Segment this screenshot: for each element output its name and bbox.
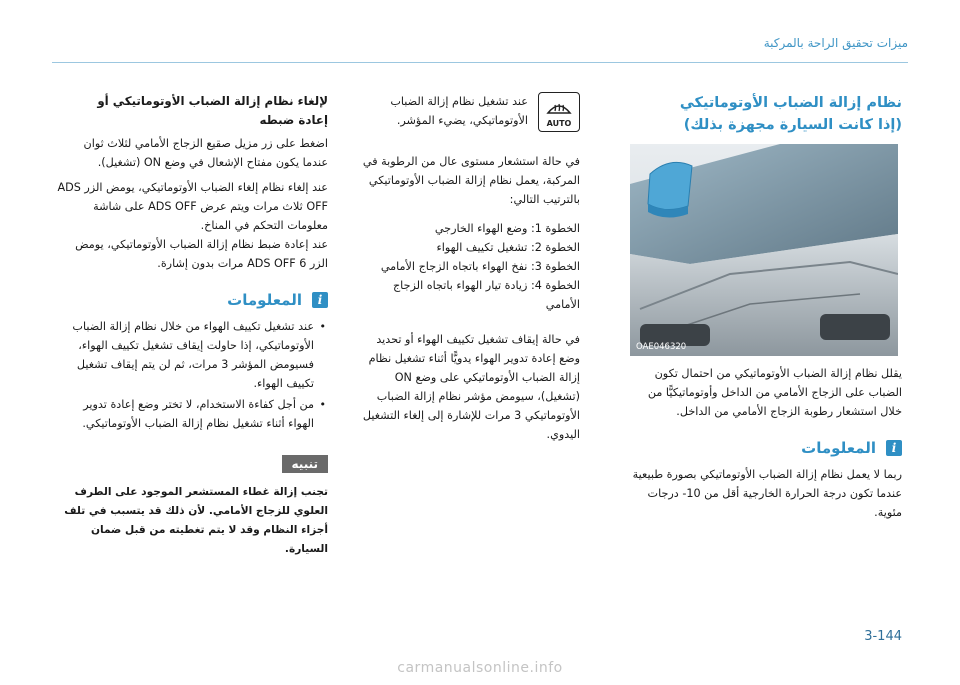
section-title-line1: نظام إزالة الضباب الأوتوماتيكي — [679, 95, 902, 111]
page-number: 3-144 — [864, 629, 902, 644]
cancel-heading — [56, 92, 328, 130]
cancel-heading-line1: لإلغاء نظام إزالة الضباب الأوتوماتيكي أو — [97, 94, 328, 108]
left-column — [56, 92, 328, 559]
auto-button-row — [358, 92, 580, 132]
info-bullet: • عند تشغيل تكييف الهواء من خلال نظام إزالة الضباب الأوتوماتيكي، إذا حاولت إيقاف تشغيل تكييف الهواء، فسيومض المؤشر 3 مرات، ثم لن يتم إيقاف تشغيل تكييف الهواء. — [56, 317, 314, 393]
intro-paragraph: يقلل نظام إزالة الضباب الأوتوماتيكي من احتمال تكون الضباب على الزجاج الأمامي من الداخل وأوتوماتيكيًّا من خلال استشعار رطوبة الزجاج الأمامي من الداخل. — [647, 367, 902, 418]
right-column — [630, 92, 902, 522]
figure-code: OAE046320 — [636, 342, 687, 352]
manual-override-paragraph: في حالة إيقاف تشغيل تكييف الهواء أو تحديد وضع إعادة تدوير الهواء يدويًّا أثناء تشغيل نظام إزالة الضباب الأوتوماتيكي على وضع ON (تشغيل)، سيومض مؤشر نظام إزالة الضباب الأوتوماتيكي 3 مرات للإشارة إلى إلغاء التشغيل اليدوي. — [362, 333, 580, 441]
cancel-heading-line2: إعادة ضبطه — [259, 113, 328, 127]
info-bullet: • من أجل كفاءة الاستخدام، لا تختر وضع إعادة تدوير الهواء أثناء تشغيل نظام إزالة الضباب الأوتوماتيكي. — [56, 395, 314, 433]
middle-column — [358, 92, 580, 444]
step-2: الخطوة 2: تشغيل تكييف الهواء — [436, 241, 580, 254]
info-label: المعلومات — [227, 291, 302, 309]
info-icon: i — [886, 440, 902, 456]
reset-paragraph: عند إعادة ضبط نظام إزالة الضباب الأوتوماتيكي، يومض الزر ADS OFF 6 مرات بدون إشارة. — [75, 238, 328, 270]
info-label: المعلومات — [801, 439, 876, 457]
header-rule — [52, 62, 908, 63]
step-1: الخطوة 1: وضع الهواء الخارجي — [434, 222, 580, 235]
header-title: ميزات تحقيق الراحة بالمركبة — [763, 36, 908, 50]
section-title-line2: (إذا كانت السيارة مجهزة بذلك) — [683, 117, 902, 133]
section-title — [630, 92, 902, 136]
info-heading — [56, 291, 328, 309]
info-bullets — [56, 317, 328, 433]
steps-intro: في حالة استشعار مستوى عال من الرطوبة في المركبة، يعمل نظام إزالة الضباب الأوتوماتيكي بالترتيب التالي: — [362, 155, 580, 206]
cancel-paragraph: اضغط على زر مزيل صقيع الزجاج الأمامي لثلاث ثوان عندما يكون مفتاح الإشعال في وضع ON (تشغيل). — [83, 137, 328, 169]
step-4: الخطوة 4: زيادة تيار الهواء باتجاه الزجاج الأمامي — [392, 279, 580, 311]
auto-defog-button — [538, 92, 580, 132]
info-heading — [630, 439, 902, 457]
info-icon: i — [312, 292, 328, 308]
caution-text: تجنب إزالة غطاء المستشعر الموجود على الطرف العلوي للزجاج الأمامي. لأن ذلك قد يتسبب في تلف أجزاء النظام وقد لا يتم تغطيته من قبل ضمان السيارة. — [64, 486, 328, 555]
auto-defog-icon — [546, 97, 572, 117]
auto-button-label: AUTO — [546, 119, 572, 128]
info-paragraph: ربما لا يعمل نظام إزالة الضباب الأوتوماتيكي بصورة طبيعية عندما تكون درجة الحرارة الخارجية أقل من ‎-10 درجات مئوية. — [632, 468, 902, 519]
step-3: الخطوة 3: نفخ الهواء باتجاه الزجاج الأمامي — [380, 260, 580, 273]
intro-paragraph: عند تشغيل نظام إزالة الضباب الأوتوماتيكي، يضيء المؤشر. — [390, 95, 528, 127]
cancel-blink-paragraph: عند إلغاء نظام إلغاء الضباب الأوتوماتيكي، يومض الزر ADS OFF ثلاث مرات ويتم عرض ADS OFF على شاشة معلومات التحكم في المناخ. — [57, 181, 328, 232]
watermark: carmanualsonline.info — [397, 660, 563, 676]
sensor-figure — [630, 144, 898, 356]
sensor-photo-icon — [630, 144, 898, 356]
caution-badge: تنبيه — [282, 455, 328, 473]
